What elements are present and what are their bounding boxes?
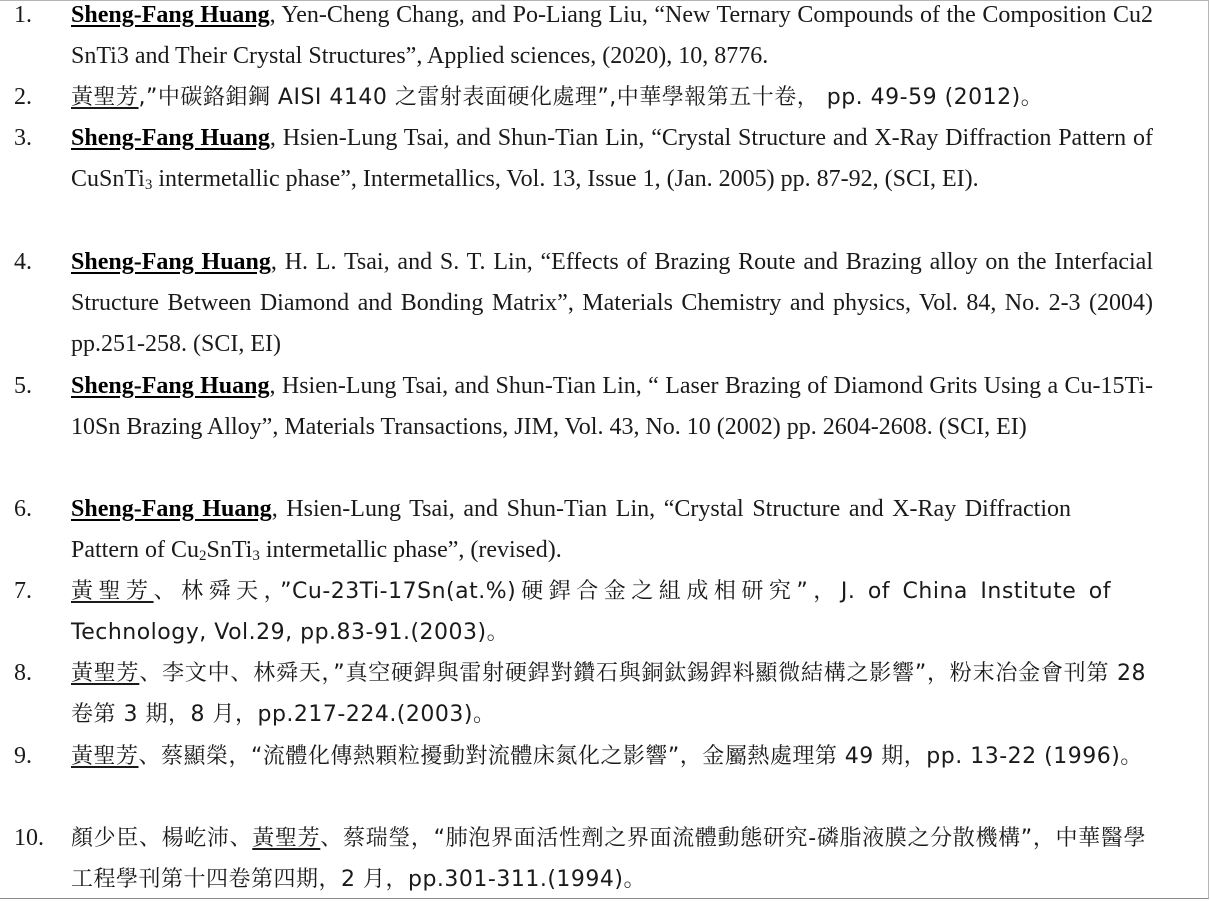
- publication-citation: [71, 77, 1153, 118]
- author-name: Sheng-Fang Huang: [71, 249, 271, 275]
- publication-citation: [71, 653, 1146, 735]
- subscript: 2: [198, 548, 207, 564]
- author-name: Sheng-Fang Huang: [71, 496, 272, 522]
- publication-number: 8.: [14, 660, 32, 686]
- citation-text: intermetallic phase”, (revised).: [259, 537, 562, 563]
- publication-number: 2.: [14, 84, 32, 110]
- publication-citation: [71, 366, 1153, 448]
- publication-number: 5.: [14, 373, 32, 399]
- author-name: Sheng-Fang Huang: [71, 2, 270, 28]
- publication-citation: [71, 736, 1146, 777]
- publication-citation: [71, 0, 1153, 77]
- publication-number: 3.: [14, 125, 32, 151]
- author-name: 黃聖芳: [252, 826, 321, 851]
- citation-text: ,”中碳鉻鉬鋼 AISI 4140 之雷射表面硬化處理”,中華學報第五十卷， pp. 49-59 (2012)。: [138, 85, 1044, 110]
- citation-text: , Hsien-Lung Tsai, and Shun-Tian Lin, “Crystal Structure and X-Ray Diffraction Pattern of CuSnTi: [71, 125, 1154, 192]
- citation-text: 、蔡瑞瑩，“肺泡界面活性劑之界面流體動態研究-磷脂液膜之分散機構”，中華醫學工程學刊第十四卷第四期，2 月，pp.301-311.(1994)。: [71, 826, 1146, 892]
- author-name: 黃聖芳: [71, 744, 139, 769]
- publication-number: 6.: [14, 496, 32, 522]
- publication-number: 4.: [14, 249, 32, 275]
- citation-text: intermetallic phase”, Intermetallics, Vol. 13, Issue 1, (Jan. 2005) pp. 87-92, (SCI, EI).: [152, 166, 979, 192]
- publication-citation: [71, 489, 1071, 571]
- publication-number: 1.: [14, 2, 32, 28]
- publication-citation: [71, 118, 1153, 200]
- citation-text: 、蔡顯榮，“流體化傳熱顆粒擾動對流體床氮化之影響”，金屬熱處理第 49 期，pp. 13-22 (1996)。: [138, 744, 1143, 769]
- author-name: 黃聖芳: [71, 661, 140, 686]
- author-name: 黃聖芳: [71, 85, 139, 110]
- subscript: 3: [144, 177, 153, 193]
- publication-number: 9.: [14, 743, 32, 769]
- citation-text: 、李文中、林舜天，”真空硬銲與雷射硬銲對鑽石與銅鈦錫銲料顯微結構之影響”，粉末冶金會刊第 28 卷第 3 期，8 月，pp.217-224.(2003)。: [71, 661, 1146, 727]
- publication-number: 10.: [14, 825, 44, 851]
- citation-text: , Hsien-Lung Tsai, and Shun-Tian Lin, “ Laser Brazing of Diamond Grits Using a Cu-15Ti-10Sn Brazing Alloy”, Materials Transactions, JIM, Vol. 43, No. 10 (2002) pp. 2604-2608. (SCI, EI): [71, 373, 1154, 440]
- publication-citation: [71, 242, 1153, 365]
- author-name: 黃聖芳: [71, 579, 154, 604]
- publication-citation: [71, 818, 1146, 900]
- citation-text: , H. L. Tsai, and S. T. Lin, “Effects of Brazing Route and Brazing alloy on the Interfacial Structure Between Diamond and Bonding Matrix”, Materials Chemistry and physics, Vol. 84, No. 2-3 (2004) pp.251-258. (SCI, EI): [71, 249, 1153, 357]
- citation-text: 、林舜天，”Cu-23Ti-17Sn(at.%)硬銲合金之組成相研究”，J. of China Institute of Technology, Vol.29, pp.83-91.(2003)。: [71, 579, 1111, 645]
- coauthors-text: 顏少臣、楊屹沛、: [71, 826, 253, 851]
- citation-text: , Yen-Cheng Chang, and Po-Liang Liu, “New Ternary Compounds of the Composition Cu2 SnTi3 and Their Crystal Structures”, Applied sciences, (2020), 10, 8776.: [71, 2, 1154, 69]
- author-name: Sheng-Fang Huang: [71, 373, 270, 399]
- citation-text: SnTi: [206, 537, 253, 563]
- citation-text: , Hsien-Lung Tsai, and Shun-Tian Lin, “Crystal Structure and X-Ray Diffraction Pattern of Cu: [71, 496, 1071, 563]
- subscript: 3: [252, 548, 260, 564]
- author-name: Sheng-Fang Huang: [71, 125, 270, 151]
- publication-citation: [71, 571, 1111, 653]
- publication-number: 7.: [14, 578, 32, 604]
